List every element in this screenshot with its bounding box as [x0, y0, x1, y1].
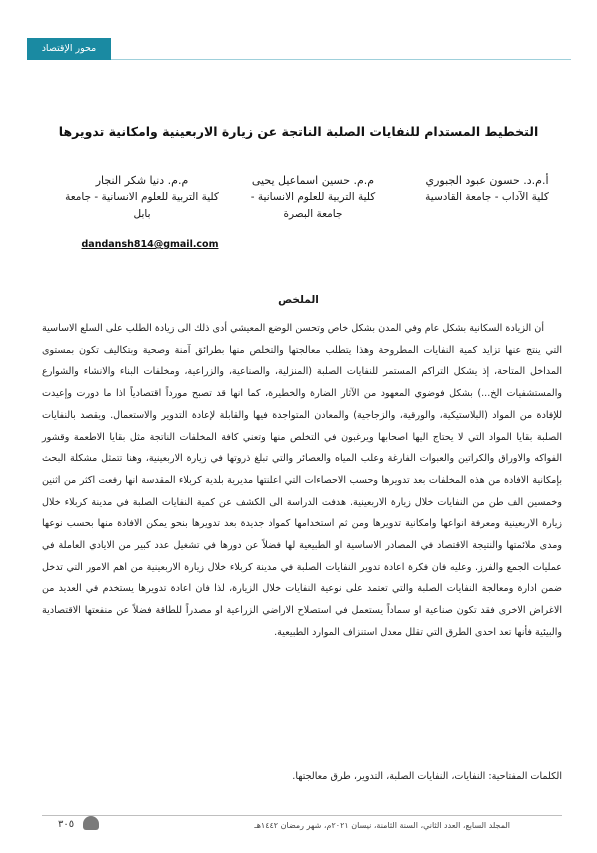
author-3-affiliation: كلية التربية للعلوم الانسانية - جامعة بابل	[65, 191, 219, 220]
author-3	[62, 172, 222, 223]
section-tag: محور الإقتصاد	[27, 38, 111, 60]
footer-divider	[42, 815, 562, 816]
author-2	[238, 172, 388, 223]
abstract-body	[42, 318, 562, 644]
author-3-name: م.م. دنيا شكر النجار	[95, 174, 189, 187]
keywords	[42, 771, 562, 782]
page-number: ٣٠٥	[58, 819, 75, 830]
paper-title: التخطيط المستدام للنفايات الصلبة الناتجة عن زيارة الاربعينية وامكانية تدويرها	[58, 124, 539, 139]
keywords-label: الكلمات المفتاحية:	[488, 771, 562, 782]
author-1-name: أ.م.د. حسون عبود الجبوري	[425, 174, 549, 187]
abstract-heading: الملخص	[278, 294, 319, 306]
abstract-paragraph: أن الزيادة السكانية بشكل عام وفي المدن بشكل خاص وتحسن الوضع المعيشي أدى ذلك الى زيادة الطلب على السلع الاساسية التي ينتج عنها تزايد كمية النفايات المطروحة وهذا يتطلب معالجتها والتخلص منها بطرائق آمنة وصحية وبتكاليف تكون بمستوى المداخل المتاحة، إذ يشكل التراكم المستمر للنفايات الصلبة (المنزلية، والصناعية، والزراعية، ومخلفات البناء والانشاء والشوارع والمستشفيات الخ...) بشكل فوضوي المعهود من الآثار الضارة والخطيرة، كما انها قد تصبح مورداً اقتصادياً اذا ما دورت وإعيدت للإفادة من المواد (البلاستيكية، والورقية، والزجاجية) والمعادن المتواجدة فيها والقابلة لإعادة التدوير والاستعمال. ويقصد بالنفايات الصلبة بقايا المواد التي لا يحتاج اليها اصحابها ويرغبون في التخلص منها وتعني كافة المخلفات الناتجة مثل بقايا الاطعمة وقشور الفواكه والاوراق والكراتين والعبوات الفارغة وعلب المياه والعصائر والتي تبلغ ذروتها في زيارة الاربعينية، وهنا تتمثل مشكلة البحث بإمكانية الافادة من هذه المخلفات بعد تدويرها وحسب الاحصاءات التي اعلنتها مديرية بلدية كربلاء المقدسة انها رفعت اكثر من اثنين وخمسين الف طن من النفايات خلال زيارة الاربعينية. هدفت الدراسة الى الكشف عن كمية النفايات الصلبة في مدينة كربلاء خلال زيارة الاربعينية ومعرفة انواعها وامكانية تدويرها ومن ثم استخدامها كمواد جديدة بعد تدويرها بنحو يمكن الافادة منها بحسب نوعها ومدى ملائمتها والنتيجة الاقتصاد في المصادر الاساسية او الطبيعية لها فضلاً عن دورها في تشغيل عدد كبير من الايادي العاملة في عمليات الجمع والفرز. وعليه فان فكرة اعادة تدوير النفايات الصلبة في مدينة كربلاء خلال زيارة الاربعينية من اهم الامور التي تدخل ضمن ادارة ومعالجة النفايات الصلبة والتي تعتمد على نوعية النفايات خلال الزيارة، لذا فان اعادة تدويرها يستخدم في العديد من الاغراض الاخرى فقد تكون صناعية او سماداً يستعمل في استصلاح الاراضي الزراعية او مصدراً للطاقة فضلاً عن منفعتها الاقتصادية والبيئية فأنها تعد احدى الطرق التي تقلل معدل استنزاف الموارد الطبيعية.	[42, 323, 562, 638]
header-divider	[111, 59, 571, 60]
author-email[interactable]: dandansh814@gmail.com	[81, 239, 219, 250]
author-1-affiliation: كلية الآداب - جامعة القادسية	[425, 191, 549, 203]
journal-emblem-icon	[83, 816, 99, 830]
author-2-affiliation: كلية التربية للعلوم الانسانية - جامعة البصرة	[250, 191, 376, 220]
author-2-name: م.م. حسين اسماعيل يحيى	[251, 174, 375, 187]
journal-footer: المجلد السابع، العدد الثاني، السنة الثامنة، نيسان ٢٠٢١م، شهر رمضان ١٤٤٢هـ	[254, 821, 510, 830]
author-1	[402, 172, 572, 206]
keywords-list: النفايات، النفايات الصلبة، التدوير، طرق معالجتها.	[292, 771, 486, 782]
